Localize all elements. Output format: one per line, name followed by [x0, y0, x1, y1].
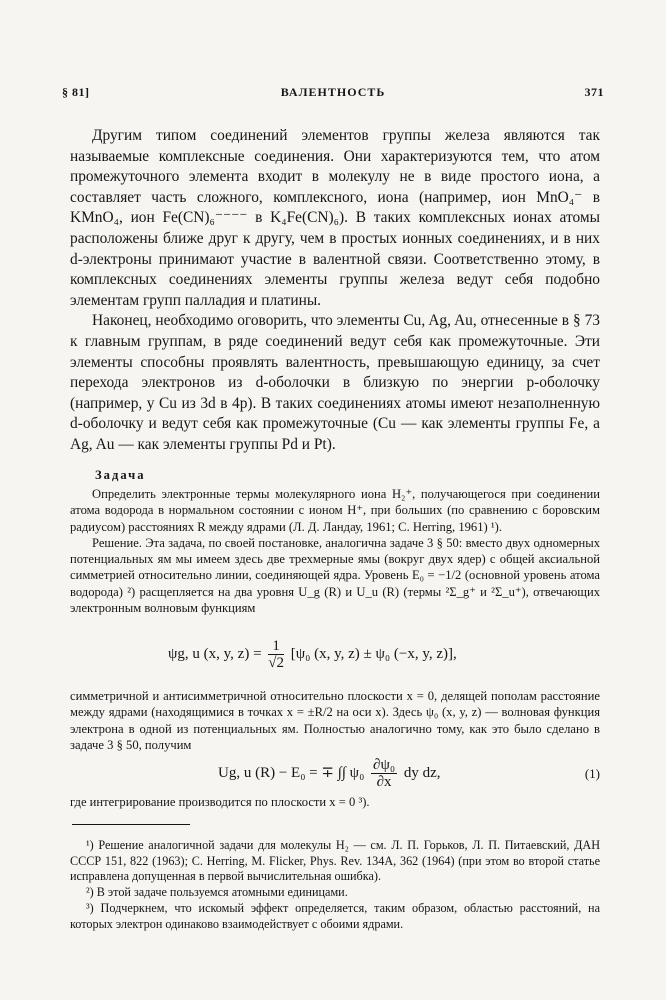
solution-paragraph-2: симметричной и антисимметричной относительно плоскости x = 0, делящей пополам расстояние между ядрами (находящимися в точках x = ±R/2 на оси x). Здесь ψ₀ (x, y, z) — волновая функция электрона в одной из потенциальных ям. Полностью аналогично тому, как это было сделано в задаче 3 § 50, получим — [70, 689, 600, 752]
footnotes — [70, 838, 600, 932]
equation-1 — [218, 757, 441, 790]
footnote-1: ¹) Решение аналогичной задачи для молекулы H₂ — см. Л. П. Горьков, Л. П. Питаевский, ДАН СССР 151, 822 (1963); C. Herring, M. Flicker, Phys. Rev. 134A, 362 (1964) (при этом во второй статье исправлена допущенная в первой вычислительная ошибка). — [70, 838, 600, 884]
task-statement: Определить электронные термы молекулярного иона H₂⁺, получающегося при соединении атома водорода в нормальном состоянии с ионом H⁺, при больших (по сравнению с боровским радиусом) расстояниях R между ядрами (Л. Д. Ландау, 1961; C. Herring, 1961) ¹). — [70, 487, 600, 534]
footnote-divider — [72, 824, 190, 825]
solution-paragraph-1: Решение. Эта задача, по своей постановке, аналогична задаче 3 § 50: вместо двух одномерных потенциальных ям мы имеем здесь две трехмерные ямы (вокруг двух ядер) с общей аксиальной симметрией относительно линии, соединяющей ядра. Уровень E₀ = −1/2 (основной уровень атома водорода) ²) расщепляется на два уровня U_g (R) и U_u (R) (термы ²Σ_g⁺ и ²Σ_u⁺), отвечающих электронным волновым функциям — [70, 535, 600, 616]
paragraph-cu-ag-au: Наконец, необходимо оговорить, что элементы Cu, Ag, Au, отнесенные в § 73 к главным группам, в ряде соединений ведут себя как промежуточные. Эти элементы способны проявлять валентность, превышающую единицу, за счет перехода электронов из d-оболочки в близкую по энергии p-оболочку (например, у Cu из 3d в 4p). В таких соединениях атомы имеют незаполненную d-оболочку и ведут себя как промежуточные (Cu — как элементы группы Fe, а Ag, Au — как элементы группы Pd и Pt). — [70, 312, 600, 453]
main-text — [70, 126, 600, 456]
equation-1-rhs: dy dz, — [403, 764, 441, 781]
solution-block-3 — [70, 794, 600, 810]
page-number: 371 — [584, 85, 604, 99]
equation-1-fraction — [371, 757, 397, 790]
paragraph-complex-compounds: Другим типом соединений элементов группы железа являются так называемые комплексные соединения. Они характеризуются тем, что атом промежуточного элемента входит в молекулу не в виде простого иона, а составляет часть сложного, комплексного, иона (например, ион MnO₄⁻ в KMnO₄, ион Fe(CN)₆⁻⁻⁻⁻ в K₄Fe(CN)₆). В таких комплексных ионах атомы расположены ближе друг к другу, чем в простых ионных соединениях, и в них d-электроны принимают участие в валентной связи. Соответственно этому, в комплексных соединениях элементы группы железа ведут себя подобно элементам групп палладия и платины. — [70, 127, 600, 309]
equation-1-denominator: ∂x — [376, 774, 392, 790]
section-ref: § 81] — [62, 85, 90, 99]
equation-1-numerator: ∂ψ₀ — [373, 757, 396, 773]
solution-block-2 — [70, 688, 600, 753]
footnote-2: ²) В этой задаче пользуемся атомными единицами. — [86, 885, 348, 900]
task-heading: Задача — [95, 468, 146, 482]
solution-paragraph-3: где интегрирование производится по плоскости x = 0 ³). — [70, 795, 370, 809]
equation-psi-fraction — [268, 638, 284, 671]
equation-psi — [168, 638, 457, 671]
equation-psi-numerator: 1 — [268, 638, 284, 655]
running-header — [62, 85, 604, 105]
equation-psi-lhs: ψg, u (x, y, z) = — [168, 645, 262, 662]
equation-psi-rhs: [ψ₀ (x, y, z) ± ψ₀ (−x, y, z)], — [290, 645, 457, 662]
footnote-3: ³) Подчеркнем, что искомый эффект определяется, таким образом, областью расстояний, на которых электрон одинаково взаимодействует с обоими ядрами. — [70, 900, 600, 931]
equation-psi-denominator: √2 — [268, 655, 285, 671]
chapter-title: ВАЛЕНТНОСТЬ — [280, 85, 386, 99]
task-statement-block — [70, 486, 600, 616]
equation-1-number: (1) — [584, 766, 600, 781]
equation-1-lhs: Ug, u (R) − E₀ = ∓ ∫∫ ψ₀ — [218, 764, 365, 781]
